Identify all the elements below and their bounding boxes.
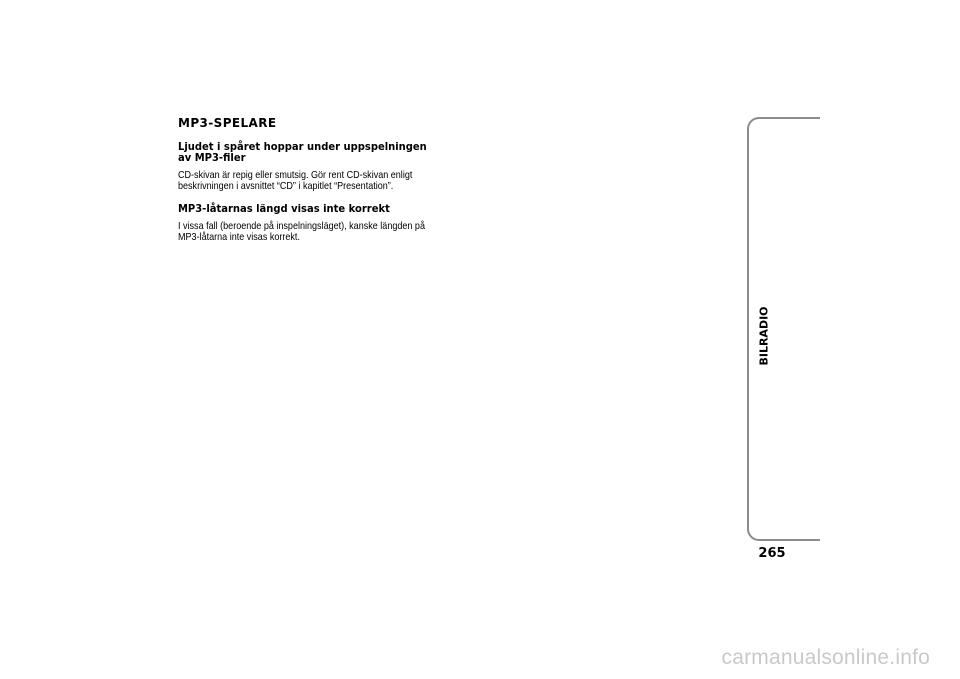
heading-line: av MP3-filer — [178, 152, 246, 164]
body-line: I vissa fall (beroende på inspelningsläget), kanske längden på — [178, 220, 425, 232]
heading-line: Ljudet i spåret hoppar under uppspelningen — [178, 141, 427, 153]
block-body — [178, 170, 436, 192]
watermark: carmanualsonline.info — [721, 646, 930, 669]
body-line: beskrivningen i avsnittet “CD” i kapitlet “Presentation”. — [178, 180, 394, 192]
page-number: 265 — [758, 546, 786, 561]
chapter-label-text: BILRADIO — [757, 306, 771, 366]
heading-line: MP3-låtarnas längd visas inte korrekt — [178, 203, 390, 215]
troubleshoot-block-track-length — [178, 204, 478, 243]
section-title: MP3-SPELARE — [178, 116, 277, 130]
block-heading — [178, 204, 463, 215]
page-content — [178, 116, 478, 255]
body-line: MP3-låtarna inte visas korrekt. — [178, 231, 300, 243]
block-heading — [178, 142, 463, 164]
block-body — [178, 221, 436, 243]
troubleshoot-block-skipping — [178, 142, 478, 192]
body-line: CD-skivan är repig eller smutsig. Gör rent CD-skivan enligt — [178, 169, 413, 181]
